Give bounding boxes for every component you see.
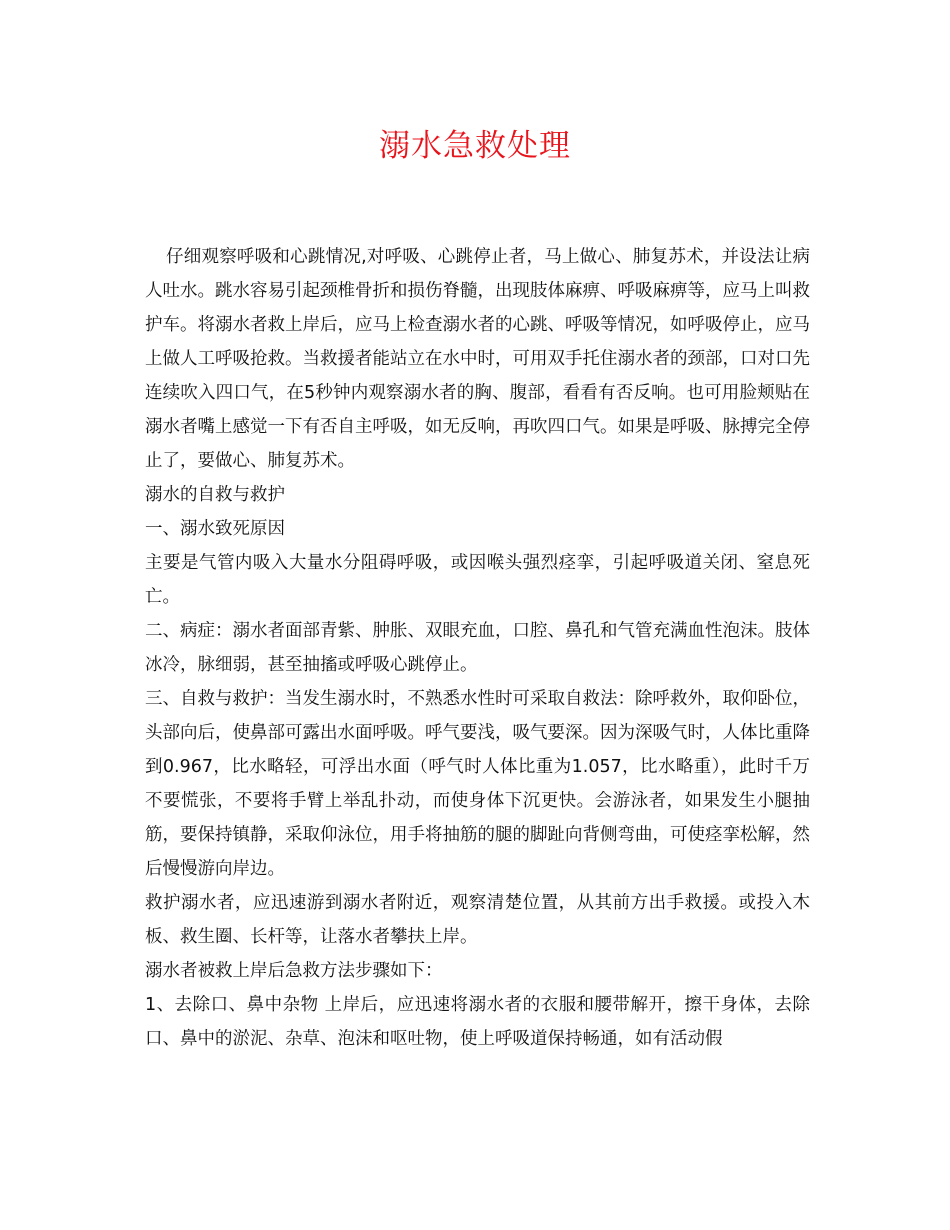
- paragraph-step-1: 1、去除口、鼻中杂物 上岸后，应迅速将溺水者的衣服和腰带解开，擦干身体，去除口、鼻中的淤泥、杂草、泡沫和呕吐物，使上呼吸道保持畅通，如有活动假: [145, 995, 810, 1049]
- section-heading-self-rescue: 溺水的自救与救护: [145, 485, 285, 505]
- paragraph-rescue-others: 救护溺水者，应迅速游到溺水者附近，观察清楚位置，从其前方出手救援。或投入木板、救生圈、长杆等，让落水者攀扶上岸。: [145, 893, 810, 947]
- section-heading-cause: 一、溺水致死原因: [145, 519, 285, 539]
- document-title: 溺水急救处理: [379, 128, 571, 164]
- document-body: [145, 240, 810, 1056]
- paragraph-symptoms: 二、病症：溺水者面部青紫、肿胀、双眼充血，口腔、鼻孔和气管充满血性泡沫。肢体冰冷，脉细弱，甚至抽搐或呼吸心跳停止。: [145, 621, 810, 675]
- paragraph-intro: 仔细观察呼吸和心跳情况,对呼吸、心跳停止者，马上做心、肺复苏术，并设法让病人吐水。跳水容易引起颈椎骨折和损伤脊髓，出现肢体麻痹、呼吸麻痹等，应马上叫救护车。将溺水者救上岸后，应马上检查溺水者的心跳、呼吸等情况，如呼吸停止，应马上做人工呼吸抢救。当救援者能站立在水中时，可用双手托住溺水者的颈部，口对口先连续吹入四口气，在5秒钟内观察溺水者的胸、腹部，看看有否反响。也可用脸颊贴在溺水者嘴上感觉一下有否自主呼吸，如无反响，再吹四口气。如果是呼吸、脉搏完全停止了，要做心、肺复苏术。: [145, 247, 810, 471]
- paragraph-first-aid-intro: 溺水者被救上岸后急救方法步骤如下：: [145, 961, 443, 981]
- paragraph-self-rescue: 三、自救与救护：当发生溺水时，不熟悉水性时可采取自救法：除呼救外，取仰卧位，头部向后，使鼻部可露出水面呼吸。呼气要浅，吸气要深。因为深吸气时，人体比重降到0.967，比水略轻，可浮出水面（呼气时人体比重为1.057，比水略重），此时千万不要慌张，不要将手臂上举乱扑动，而使身体下沉更快。会游泳者，如果发生小腿抽筋，要保持镇静，采取仰泳位，用手将抽筋的腿的脚趾向背侧弯曲，可使痉挛松解，然后慢慢游向岸边。: [145, 689, 810, 879]
- paragraph-cause: 主要是气管内吸入大量水分阻碍呼吸，或因喉头强烈痉挛，引起呼吸道关闭、窒息死亡。: [145, 553, 810, 607]
